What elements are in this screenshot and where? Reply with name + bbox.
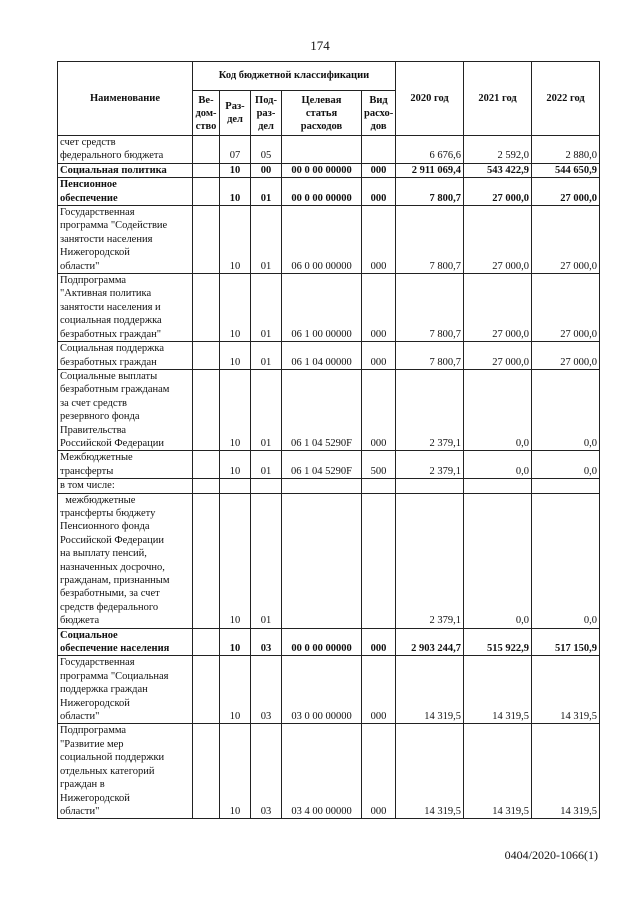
- amount-2020-cell: [396, 479, 464, 493]
- page-number: 174: [310, 38, 330, 53]
- row-name-cell: Социальные выплаты безработным гражданам за счет средств резервного фонда Правительства Российской Федерации: [58, 369, 193, 450]
- amount-2021-cell: 27 000,0: [464, 206, 532, 274]
- section-cell: [220, 479, 251, 493]
- section-cell: 10: [220, 451, 251, 479]
- amount-2022-cell: 27 000,0: [532, 274, 600, 342]
- table-row: [58, 178, 600, 206]
- subsection-cell: 05: [251, 136, 282, 164]
- section-cell: 10: [220, 656, 251, 724]
- subsection-cell: 01: [251, 178, 282, 206]
- header-department: Ве- дом- ство: [193, 91, 220, 136]
- row-name-cell: Пенсионное обеспечение: [58, 178, 193, 206]
- header-2022: 2022 год: [532, 62, 600, 136]
- section-cell: 10: [220, 274, 251, 342]
- subsection-cell: 00: [251, 163, 282, 177]
- subsection-cell: 03: [251, 628, 282, 656]
- expense-type-cell: 000: [362, 369, 396, 450]
- subsection-cell: 01: [251, 206, 282, 274]
- amount-2020-cell: 7 800,7: [396, 342, 464, 370]
- amount-2020-cell: 7 800,7: [396, 274, 464, 342]
- amount-2021-cell: 27 000,0: [464, 274, 532, 342]
- row-name-cell: Социальная политика: [58, 163, 193, 177]
- table-row: [58, 136, 600, 164]
- table-row: [58, 206, 600, 274]
- amount-2021-cell: 0,0: [464, 493, 532, 628]
- section-cell: 10: [220, 178, 251, 206]
- section-cell: 10: [220, 369, 251, 450]
- department-cell: [193, 136, 220, 164]
- amount-2022-cell: 2 880,0: [532, 136, 600, 164]
- table-row: [58, 628, 600, 656]
- amount-2020-cell: 7 800,7: [396, 178, 464, 206]
- expense-type-cell: 000: [362, 342, 396, 370]
- row-name-cell: межбюджетные трансферты бюджету Пенсионного фонда Российской Федерации на выплату пенсий, назначенных досрочно, гражданам, признанным безработными, за счет средств федерального бюджета: [58, 493, 193, 628]
- subsection-cell: 01: [251, 342, 282, 370]
- expense-type-cell: [362, 136, 396, 164]
- section-cell: 10: [220, 493, 251, 628]
- table-row: [58, 369, 600, 450]
- header-target-article: Целевая статья расходов: [282, 91, 362, 136]
- target-article-cell: 03 0 00 00000: [282, 656, 362, 724]
- department-cell: [193, 656, 220, 724]
- expense-type-cell: 000: [362, 206, 396, 274]
- table-row: [58, 342, 600, 370]
- department-cell: [193, 274, 220, 342]
- amount-2021-cell: 14 319,5: [464, 656, 532, 724]
- amount-2020-cell: 7 800,7: [396, 206, 464, 274]
- target-article-cell: 03 4 00 00000: [282, 724, 362, 819]
- header-subsection: Под- раз- дел: [251, 91, 282, 136]
- table-row: [58, 656, 600, 724]
- target-article-cell: 00 0 00 00000: [282, 178, 362, 206]
- row-name-cell: в том числе:: [58, 479, 193, 493]
- table-row: [58, 493, 600, 628]
- amount-2020-cell: 2 379,1: [396, 451, 464, 479]
- target-article-cell: [282, 479, 362, 493]
- department-cell: [193, 493, 220, 628]
- department-cell: [193, 206, 220, 274]
- amount-2020-cell: 6 676,6: [396, 136, 464, 164]
- subsection-cell: 01: [251, 369, 282, 450]
- amount-2021-cell: 0,0: [464, 369, 532, 450]
- header-expense-type: Вид расхо- дов: [362, 91, 396, 136]
- target-article-cell: 06 1 00 00000: [282, 274, 362, 342]
- table-row: [58, 163, 600, 177]
- expense-type-cell: 000: [362, 178, 396, 206]
- section-cell: 10: [220, 628, 251, 656]
- section-cell: 07: [220, 136, 251, 164]
- header-name: Наименование: [58, 62, 193, 136]
- section-cell: 10: [220, 342, 251, 370]
- expense-type-cell: 000: [362, 628, 396, 656]
- table-row: [58, 724, 600, 819]
- target-article-cell: 06 1 04 5290F: [282, 451, 362, 479]
- expense-type-cell: 000: [362, 163, 396, 177]
- amount-2022-cell: 14 319,5: [532, 724, 600, 819]
- amount-2022-cell: 544 650,9: [532, 163, 600, 177]
- department-cell: [193, 163, 220, 177]
- target-article-cell: [282, 136, 362, 164]
- amount-2022-cell: 27 000,0: [532, 178, 600, 206]
- amount-2021-cell: 27 000,0: [464, 342, 532, 370]
- expense-type-cell: 000: [362, 274, 396, 342]
- amount-2022-cell: 14 319,5: [532, 656, 600, 724]
- subsection-cell: 03: [251, 724, 282, 819]
- amount-2022-cell: 0,0: [532, 493, 600, 628]
- header-2021: 2021 год: [464, 62, 532, 136]
- subsection-cell: 03: [251, 656, 282, 724]
- target-article-cell: 06 1 04 5290F: [282, 369, 362, 450]
- amount-2020-cell: 14 319,5: [396, 724, 464, 819]
- subsection-cell: 01: [251, 493, 282, 628]
- table-row: [58, 451, 600, 479]
- table-row: [58, 274, 600, 342]
- section-cell: 10: [220, 206, 251, 274]
- amount-2022-cell: 0,0: [532, 369, 600, 450]
- target-article-cell: 00 0 00 00000: [282, 163, 362, 177]
- row-name-cell: счет средств федерального бюджета: [58, 136, 193, 164]
- header-section: Раз- дел: [220, 91, 251, 136]
- amount-2021-cell: 515 922,9: [464, 628, 532, 656]
- amount-2021-cell: [464, 479, 532, 493]
- amount-2022-cell: 0,0: [532, 451, 600, 479]
- subsection-cell: 01: [251, 451, 282, 479]
- target-article-cell: [282, 493, 362, 628]
- header-classification-group: Код бюджетной классификации: [193, 62, 396, 91]
- amount-2021-cell: 0,0: [464, 451, 532, 479]
- row-name-cell: Социальное обеспечение населения: [58, 628, 193, 656]
- department-cell: [193, 479, 220, 493]
- amount-2022-cell: 27 000,0: [532, 206, 600, 274]
- expense-type-cell: 000: [362, 656, 396, 724]
- header-2020: 2020 год: [396, 62, 464, 136]
- budget-table: [57, 61, 600, 819]
- row-name-cell: Государственная программа "Содействие занятости населения Нижегородской области": [58, 206, 193, 274]
- department-cell: [193, 178, 220, 206]
- row-name-cell: Подпрограмма "Развитие мер социальной поддержки отдельных категорий граждан в Нижегородской области": [58, 724, 193, 819]
- row-name-cell: Межбюджетные трансферты: [58, 451, 193, 479]
- expense-type-cell: [362, 493, 396, 628]
- amount-2022-cell: [532, 479, 600, 493]
- expense-type-cell: 500: [362, 451, 396, 479]
- subsection-cell: 01: [251, 274, 282, 342]
- table-row: [58, 479, 600, 493]
- row-name-cell: Социальная поддержка безработных граждан: [58, 342, 193, 370]
- section-cell: 10: [220, 163, 251, 177]
- table-body: [58, 136, 600, 819]
- target-article-cell: 06 0 00 00000: [282, 206, 362, 274]
- row-name-cell: Государственная программа "Социальная поддержка граждан Нижегородской области": [58, 656, 193, 724]
- amount-2022-cell: 517 150,9: [532, 628, 600, 656]
- amount-2021-cell: 27 000,0: [464, 178, 532, 206]
- amount-2021-cell: 14 319,5: [464, 724, 532, 819]
- amount-2020-cell: 2 379,1: [396, 493, 464, 628]
- department-cell: [193, 451, 220, 479]
- amount-2020-cell: 2 379,1: [396, 369, 464, 450]
- subsection-cell: [251, 479, 282, 493]
- expense-type-cell: [362, 479, 396, 493]
- amount-2021-cell: 543 422,9: [464, 163, 532, 177]
- department-cell: [193, 724, 220, 819]
- row-name-cell: Подпрограмма "Активная политика занятости населения и социальная поддержка безработных граждан": [58, 274, 193, 342]
- department-cell: [193, 628, 220, 656]
- amount-2022-cell: 27 000,0: [532, 342, 600, 370]
- target-article-cell: 00 0 00 00000: [282, 628, 362, 656]
- amount-2020-cell: 14 319,5: [396, 656, 464, 724]
- department-cell: [193, 342, 220, 370]
- target-article-cell: 06 1 04 00000: [282, 342, 362, 370]
- department-cell: [193, 369, 220, 450]
- amount-2021-cell: 2 592,0: [464, 136, 532, 164]
- expense-type-cell: 000: [362, 724, 396, 819]
- amount-2020-cell: 2 903 244,7: [396, 628, 464, 656]
- document-code: 0404/2020-1066(1): [504, 848, 598, 862]
- section-cell: 10: [220, 724, 251, 819]
- amount-2020-cell: 2 911 069,4: [396, 163, 464, 177]
